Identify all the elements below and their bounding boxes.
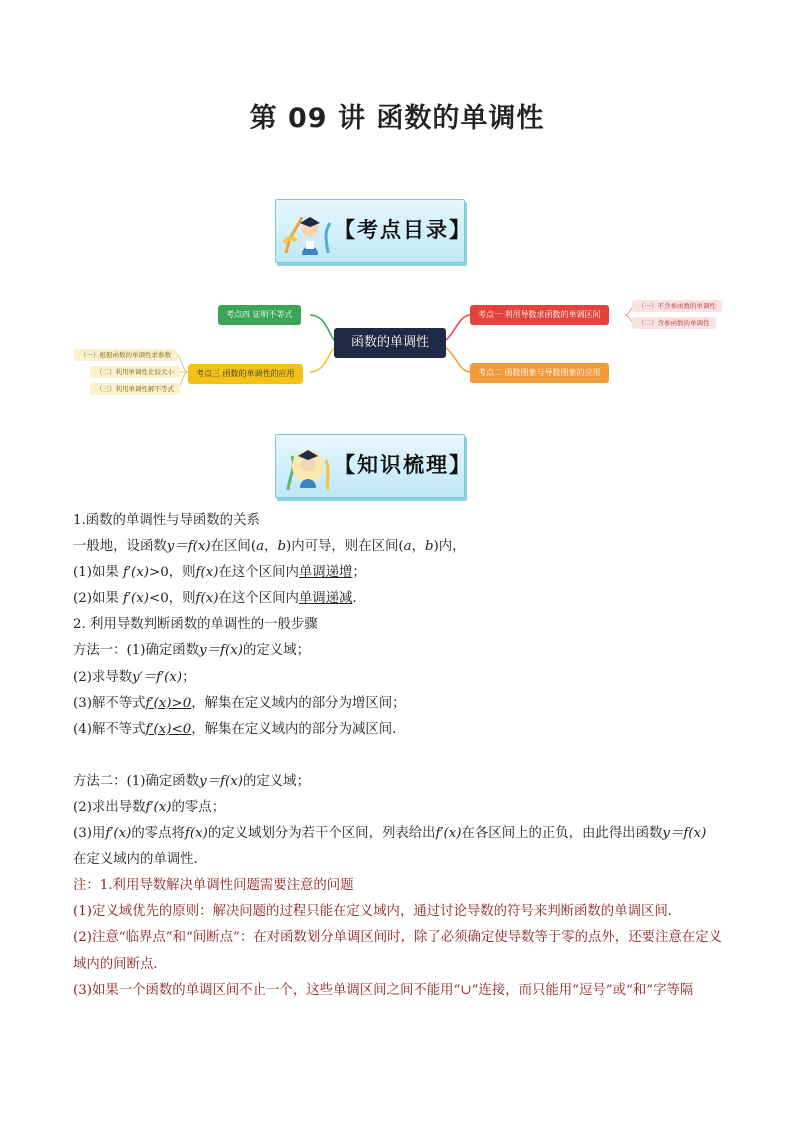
student-illustration [280, 203, 336, 259]
blank-line [73, 743, 723, 769]
node-k3: 考点三 函数的单调性的应用 [188, 364, 303, 384]
node-k3-sub-2: （二）利用单调性比较大小 [90, 366, 180, 378]
note-2: (1)定义域优先的原则：解决问题的过程只能在定义域内，通过讨论导数的符号来判断函数的单调区间． [73, 904, 682, 920]
knowledge-content [73, 508, 723, 1004]
line-13: 在定义域内的单调性． [73, 852, 207, 868]
graduate-illustration [280, 438, 336, 494]
mindmap [70, 292, 730, 402]
banner-label: 【考点目录】 [334, 217, 472, 242]
line-4: (2)如果 f′(x)<0，则f(x)在这个区间内单调递减． [73, 591, 366, 607]
node-k3-sub-1: （一）根据函数的单调性求参数 [74, 349, 177, 361]
banner-label: 【知识梳理】 [334, 452, 472, 477]
page-title: 第 09 讲 函数的单调性 [249, 103, 545, 134]
line-5: 2. 利用导数判断函数的单调性的一般步骤 [73, 617, 318, 633]
line-10: 方法二：(1)确定函数y＝f(x)的定义域； [73, 773, 310, 789]
line-6: 方法一：(1)确定函数y＝f(x)的定义域； [73, 643, 310, 659]
node-k4: 考点四 证明不等式 [218, 305, 301, 325]
line-7: (2)求导数y′＝f′(x)； [73, 669, 196, 685]
line-9: (4)解不等式f′(x)<0，解集在定义域内的部分为减区间． [73, 721, 406, 737]
line-1: 1.函数的单调性与导函数的关系 [73, 513, 260, 528]
line-2: 一般地，设函数y＝f(x)在区间(a，b)内可导，则在区间(a，b)内， [73, 539, 466, 555]
note-4: (3)如果一个函数的单调区间不止一个，这些单调区间之间不能用“∪”连接，而只能用“逗号”或“和”字等隔 [73, 982, 694, 998]
note-1: 注：1.利用导数解决单调性问题需要注意的问题 [73, 878, 354, 894]
node-k1-sub-1: （一）不含参函数的单调性 [632, 300, 722, 312]
node-k2: 考点二 函数图象与导数图象的应用 [470, 363, 609, 383]
node-k1-sub-2: （二）含参函数的单调性 [632, 317, 716, 329]
line-8: (3)解不等式f′(x)>0，解集在定义域内的部分为增区间； [73, 695, 406, 711]
section-banner-knowledge [275, 434, 472, 498]
line-11: (2)求出导数f′(x)的零点； [73, 799, 226, 815]
section-banner-catalog [275, 199, 472, 263]
mindmap-center: 函数的单调性 [334, 328, 446, 358]
line-12: (3)用f′(x)的零点将f(x)的定义域划分为若干个区间，列表给出f′(x)在各区间上的正负，由此得出函数y＝f(x) [73, 826, 707, 842]
line-3: (1)如果 f′(x)>0，则f(x)在这个区间内单调递增； [73, 565, 366, 581]
note-3: (2)注意“临界点”和“间断点”：在对函数划分单调区间时，除了必须确定使导数等于零的点外，还要注意在定义域内的间断点． [73, 930, 722, 972]
node-k3-sub-3: （三）利用单调性解不等式 [90, 383, 180, 395]
node-k1: 考点一 利用导数求函数的单调区间 [470, 305, 609, 325]
